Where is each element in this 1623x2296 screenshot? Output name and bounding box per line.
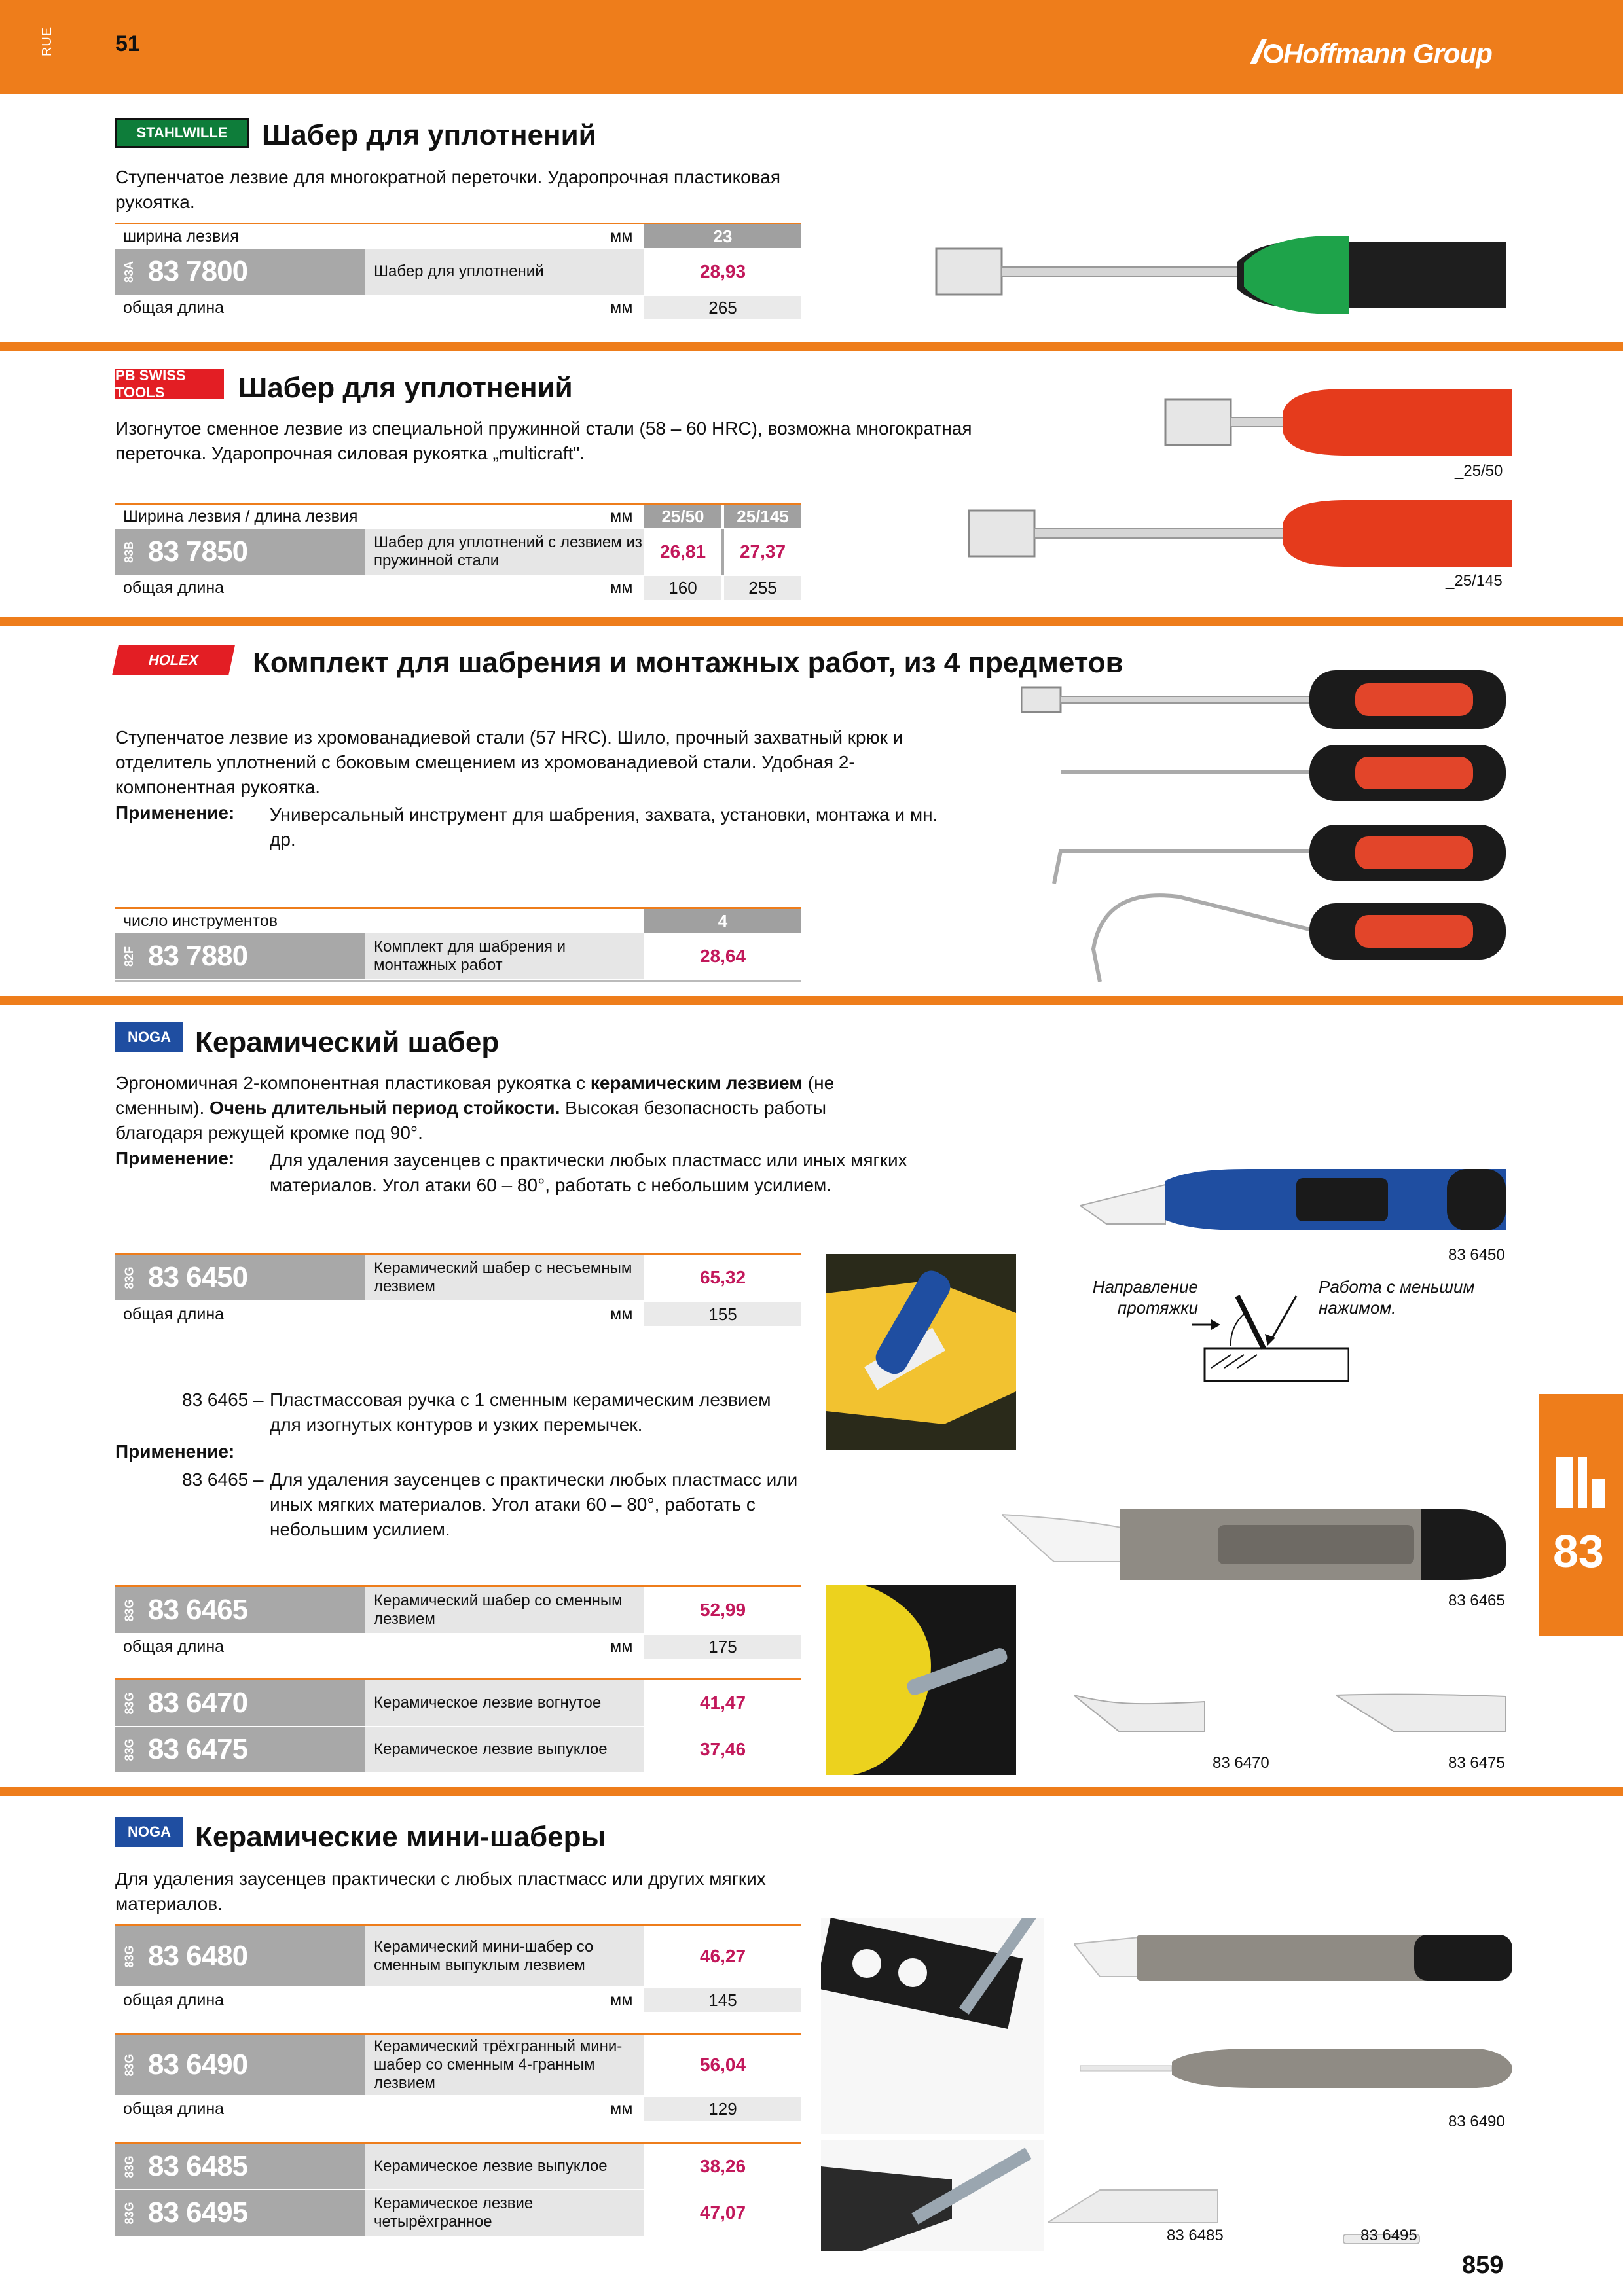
image-caption: 83 6475 [1448, 1754, 1505, 1772]
hoffmann-logo-icon [1247, 35, 1284, 67]
spec-value: 265 [644, 296, 801, 319]
catalog-section-number: 51 [115, 31, 140, 56]
desc-part: Эргономичная 2-компонентная пластиковая рукоятка с [115, 1073, 591, 1093]
article-code: 83A [122, 260, 136, 283]
note-code: 83 6465 – [182, 1469, 264, 1490]
application-label: Применение: [115, 802, 235, 823]
brand-logo-noga: NOGA [115, 1022, 183, 1052]
spec-label: общая длина [123, 1990, 225, 2009]
article-description: Керамический шабер со сменным лезвием [365, 1587, 644, 1633]
section-title: Шабер для уплотнений [238, 372, 573, 404]
article-code: 83G [122, 1738, 136, 1761]
scraper-pb-long-image [962, 497, 1512, 569]
image-caption: 83 6495 [1360, 2227, 1417, 2244]
article-description: Керамическое лезвие выпуклое [365, 2144, 644, 2189]
article-row[interactable] [115, 933, 801, 979]
ceramic-scraper-6450-image [1080, 1165, 1506, 1237]
article-number: 83 6475 [148, 1733, 248, 1765]
brand-logo-holex: HOLEX [112, 645, 235, 675]
application-label: Применение: [115, 1441, 235, 1462]
product-table [115, 503, 801, 607]
mini-scraper-6480-image [1074, 1931, 1512, 1983]
article-description: Керамическое лезвие четырёхгранное [365, 2190, 644, 2236]
article-number: 83 6490 [148, 2049, 248, 2081]
article-row[interactable] [115, 529, 801, 575]
article-price-col1: 26,81 [644, 529, 721, 575]
article-price: 46,27 [644, 1926, 801, 1986]
article-price-col2: 27,37 [724, 529, 801, 575]
article-price: 28,93 [644, 249, 801, 295]
spec-unit: мм [610, 578, 633, 597]
brand-logo-noga: NOGA [115, 1817, 183, 1847]
note-text: Пластмассовая ручка с 1 сменным керамическим лезвием для изогнутых контуров и узких перемычек. [270, 1390, 771, 1435]
ceramic-blade-6485-image [1048, 2186, 1218, 2225]
angle-diagram-image [1192, 1283, 1349, 1394]
article-description: Шабер для уплотнений [365, 249, 644, 295]
desc-bold: Очень длительный период стойкости. [210, 1098, 560, 1118]
ceramic-scraper-6465-image [1002, 1499, 1512, 1584]
spec-value: 129 [644, 2097, 801, 2121]
note-text: Для удаления заусенцев с практически любых пластмасс или иных мягких материалов. Угол атаки 60 – 80°, работать с небольшим усилием. [270, 1469, 798, 1539]
section-description: Ступенчатое лезвие для многократной переточки. Ударопрочная пластиковая рукоятка. [115, 167, 780, 212]
article-description: Шабер для уплотнений с лезвием из пружинной стали [365, 529, 644, 575]
article-number: 83 6495 [148, 2197, 248, 2229]
spec-label: общая длина [123, 578, 225, 597]
article-number: 83 7880 [148, 940, 248, 972]
page-number: 859 [1462, 2251, 1504, 2279]
article-price: 38,26 [644, 2144, 801, 2189]
article-number: 83 6465 [148, 1594, 248, 1626]
spec-unit: мм [610, 226, 633, 245]
company-logo-text: Hoffmann Group [1283, 38, 1492, 69]
spec-label: ширина лезвия [123, 226, 239, 245]
article-number: 83 6480 [148, 1940, 248, 1972]
spec-label: Ширина лезвия / длина лезвия [123, 507, 358, 526]
article-description: Керамический мини-шабер со сменным выпуклым лезвием [365, 1926, 644, 1986]
image-caption: 83 6490 [1448, 2113, 1505, 2130]
section-divider [0, 1787, 1623, 1796]
article-description: Керамическое лезвие вогнутое [365, 1680, 644, 1726]
spec-unit: мм [610, 1990, 633, 2009]
spec-value-col2: 255 [724, 576, 801, 600]
ceramic-blade-concave-image [1074, 1689, 1205, 1734]
article-row[interactable] [115, 2144, 801, 2189]
page-header [0, 0, 1623, 94]
article-code: 82F [122, 946, 136, 967]
usage-photo-image [821, 2140, 1044, 2251]
article-code: 83G [122, 1266, 136, 1289]
section-description: Изогнутое сменное лезвие из специальной пружинной стали (58 – 60 HRC), возможна многократная переточка. Ударопрочная силовая рукоятка „multicraft". [115, 418, 972, 463]
spec-value: 145 [644, 1988, 801, 2012]
article-row[interactable] [115, 1727, 801, 1772]
note-code: 83 6465 – [182, 1390, 264, 1410]
section-title: Керамические мини-шаберы [195, 1821, 606, 1853]
spec-value: 155 [644, 1302, 801, 1326]
ceramic-blade-convex-image [1336, 1689, 1506, 1734]
product-table [115, 907, 801, 979]
article-code: 83B [122, 541, 136, 563]
application-text: Универсальный инструмент для шабрения, захвата, установки, монтажа и мн. др. [270, 804, 938, 850]
article-price: 37,46 [644, 1727, 801, 1772]
chapter-number: 83 [1553, 1526, 1604, 1577]
desc-bold: керамическим лезвием [590, 1073, 803, 1093]
article-row[interactable] [115, 1680, 801, 1726]
image-caption: _25/50 [1455, 462, 1503, 480]
article-number: 83 7850 [148, 535, 248, 567]
article-description: Керамический трёхгранный мини-шабер со сменным 4-гранным лезвием [365, 2035, 644, 2095]
article-description: Комплект для шабрения и монтажных работ [365, 933, 644, 979]
spec-unit: мм [610, 507, 633, 526]
article-description: Керамическое лезвие выпуклое [365, 1727, 644, 1772]
product-table [115, 1253, 801, 1331]
section-description: Ступенчатое лезвие из хромованадиевой стали (57 HRC). Шило, прочный захватный крюк и отделитель уплотнений с боковым смещением из хромованадиевой стали. Удобная 2-компонентная рукоятка. [115, 727, 903, 797]
desc-part: Высокая безопасность работы благодаря режущей кромке под 90°. [115, 1098, 827, 1143]
article-description: Керамический шабер с несъемным лезвием [365, 1255, 644, 1300]
article-row[interactable] [115, 1926, 801, 1986]
language-code: RUE [40, 26, 55, 57]
spec-unit: мм [610, 2099, 633, 2118]
image-caption: _25/145 [1446, 572, 1503, 590]
section-description [115, 1071, 888, 1145]
product-table [115, 223, 801, 327]
spec-value-col1: 160 [644, 576, 721, 600]
section-divider [0, 342, 1623, 351]
article-code: 83G [122, 2155, 136, 2178]
section-divider [0, 617, 1623, 626]
article-code: 83G [122, 1598, 136, 1622]
article-price: 65,32 [644, 1255, 801, 1300]
spec-label: общая длина [123, 2099, 225, 2118]
article-row[interactable] [115, 1255, 801, 1300]
article-price: 28,64 [644, 933, 801, 979]
article-row[interactable] [115, 249, 801, 295]
application-label: Применение: [115, 1148, 235, 1168]
spec-unit: мм [610, 1637, 633, 1656]
spec-label: общая длина [123, 1304, 225, 1323]
chapter-side-tab [1539, 1394, 1623, 1636]
diagram-label-force: Работа с меньшим нажимом. [1319, 1277, 1475, 1318]
article-row[interactable] [115, 2035, 801, 2095]
usage-photo-image [821, 1918, 1044, 2134]
spec-value-col2: 25/145 [724, 505, 801, 528]
image-caption: 83 6450 [1448, 1246, 1505, 1264]
article-number: 83 6450 [148, 1261, 248, 1293]
product-table [115, 1924, 801, 2245]
article-row[interactable] [115, 1587, 801, 1633]
diagram-label-direction: Направление протяжки [1092, 1277, 1198, 1318]
section-divider [0, 996, 1623, 1005]
article-code: 83G [122, 1691, 136, 1715]
scraper-category-icon [1552, 1453, 1611, 1512]
product-table [115, 1585, 801, 1775]
spec-label: число инструментов [123, 911, 278, 930]
spec-value-col1: 25/50 [644, 505, 721, 528]
mini-scraper-6490-image [1080, 2042, 1512, 2094]
usage-photo-image [826, 1254, 1016, 1450]
scraper-pb-short-image [1159, 386, 1512, 458]
article-price: 41,47 [644, 1680, 801, 1726]
holex-tool-set-image [1021, 661, 1506, 988]
usage-photo-image [826, 1585, 1016, 1775]
spec-label: общая длина [123, 298, 225, 317]
spec-value: 175 [644, 1635, 801, 1659]
article-number: 83 7800 [148, 255, 248, 287]
spec-unit: мм [610, 298, 633, 317]
article-code: 83G [122, 2201, 136, 2225]
spec-label: общая длина [123, 1637, 225, 1656]
spec-value: 4 [644, 909, 801, 933]
scraper-stahlwille-image [930, 229, 1506, 334]
section-title: Керамический шабер [195, 1026, 500, 1058]
brand-logo-pb-swiss-tools: PB SWISS TOOLS [115, 369, 224, 399]
spec-unit: мм [610, 1304, 633, 1323]
article-code: 83G [122, 1945, 136, 1968]
article-price: 47,07 [644, 2190, 801, 2236]
image-caption: 83 6485 [1167, 2227, 1224, 2244]
section-title: Шабер для уплотнений [262, 119, 596, 151]
article-price: 56,04 [644, 2035, 801, 2095]
article-number: 83 6485 [148, 2150, 248, 2182]
brand-logo-stahlwille: STAHLWILLE [115, 118, 249, 148]
spec-value: 23 [644, 224, 801, 248]
article-code: 83G [122, 2053, 136, 2077]
section-title: Комплект для шабрения и монтажных работ, из 4 предметов [253, 647, 1123, 679]
article-number: 83 6470 [148, 1687, 248, 1719]
section-description: Для удаления заусенцев практически с любых пластмасс или других мягких материалов. [115, 1869, 766, 1914]
desc-part: (не сменным). [115, 1073, 835, 1118]
application-text: Для удаления заусенцев с практически любых пластмасс или иных мягких материалов. Угол атаки 60 – 80°, работать с небольшим усилием. [270, 1150, 907, 1195]
article-price: 52,99 [644, 1587, 801, 1633]
image-caption: 83 6465 [1448, 1592, 1505, 1609]
article-row[interactable] [115, 2190, 801, 2236]
image-caption: 83 6470 [1213, 1754, 1269, 1772]
